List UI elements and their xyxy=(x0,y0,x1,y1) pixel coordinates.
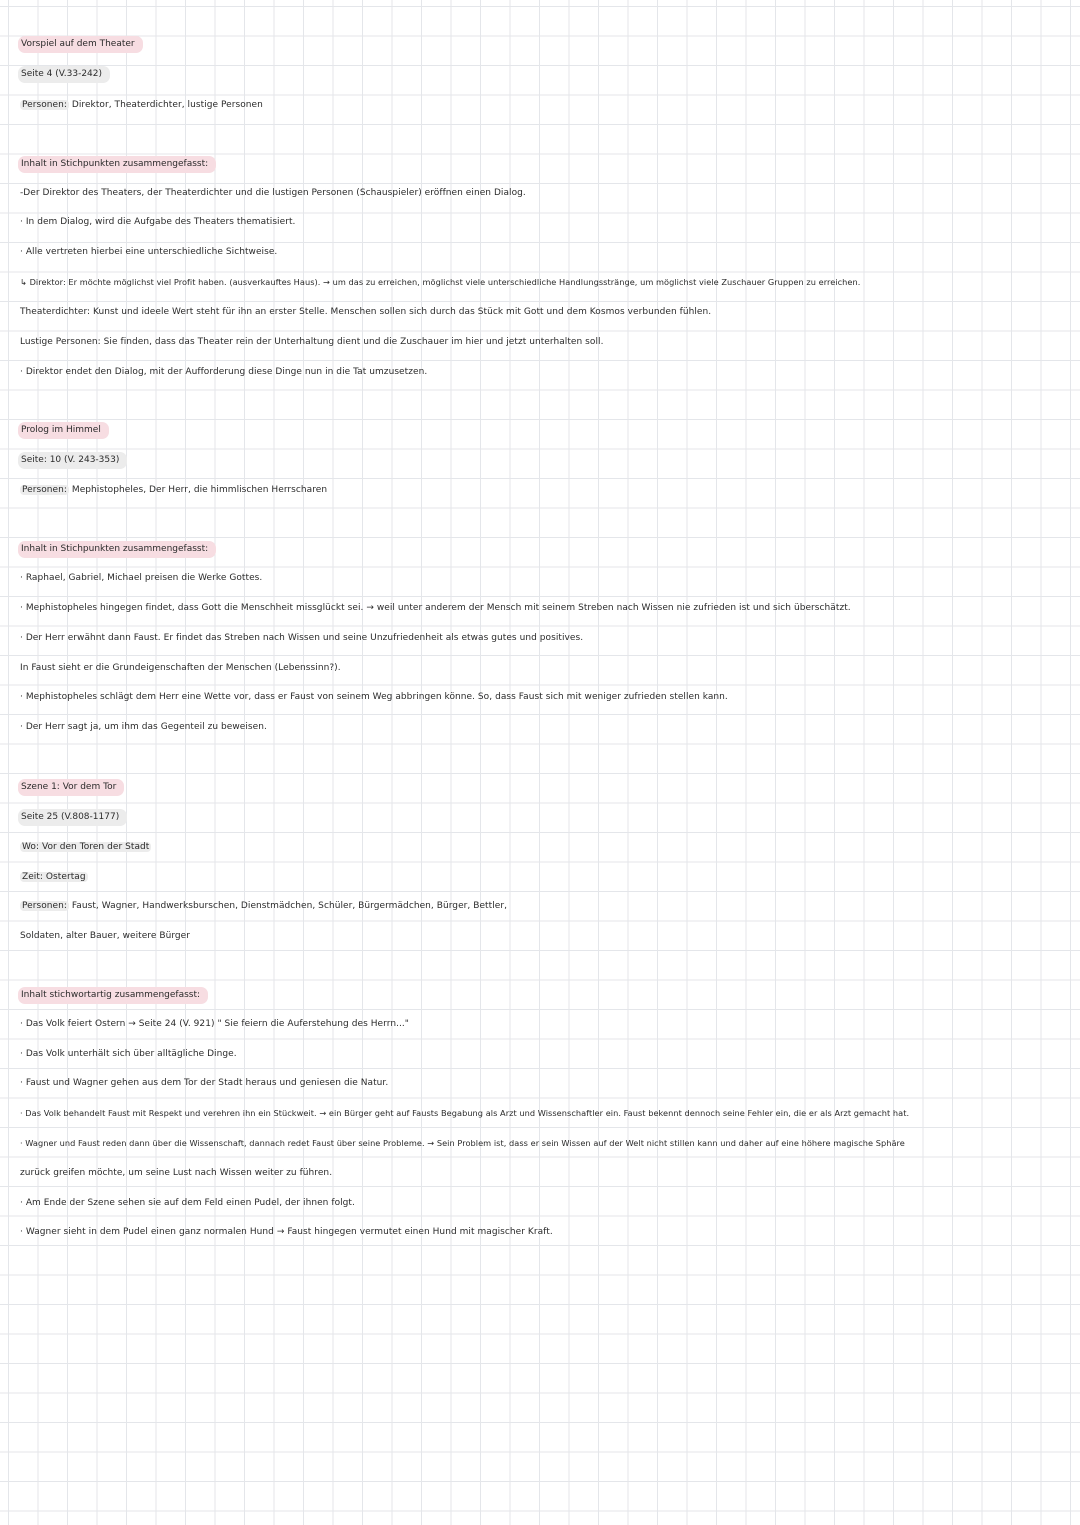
note-line: · Das Volk feiert Ostern → Seite 24 (V. 921) " Sie feiern die Auferstehung des Herrn..." xyxy=(20,1019,409,1029)
zeit-text: Zeit: Ostertag xyxy=(22,872,86,882)
section-personen xyxy=(20,483,327,497)
note-line: ↳ Direktor: Er möchte möglichst viel Profit haben. (ausverkauftes Haus). → um das zu erreichen, möglichst viele unterschiedliche Handlungsstränge, um möglichst viele Zuschauer Gruppen zu erreichen. xyxy=(20,277,861,287)
personen-label: Personen: xyxy=(22,901,67,911)
note-line: · Am Ende der Szene sehen sie auf dem Feld einen Pudel, der ihnen folgt. xyxy=(20,1198,355,1208)
personen-label: Personen: xyxy=(22,100,67,110)
section-title: Prolog im Himmel xyxy=(18,422,109,439)
section-seite: Seite 4 (V.33-242) xyxy=(18,66,110,83)
note-line: · Alle vertreten hierbei eine unterschiedliche Sichtweise. xyxy=(20,247,278,257)
personen-continued: Soldaten, alter Bauer, weitere Bürger xyxy=(20,931,191,941)
note-line: · Mephistopheles hingegen findet, dass Gott die Menschheit missglückt sei. → weil unter anderem der Mensch mit seinem Streben nach Wissen nie zufrieden ist und sich überschätzt. xyxy=(20,603,851,613)
personen-value: Faust, Wagner, Handwerksburschen, Dienstmädchen, Schüler, Bürgermädchen, Bürger, Bettler, xyxy=(71,901,507,911)
note-line: · In dem Dialog, wird die Aufgabe des Theaters thematisiert. xyxy=(20,217,296,227)
personen-value: Mephistopheles, Der Herr, die himmlischen Herrscharen xyxy=(71,485,328,495)
note-line: · Wagner sieht in dem Pudel einen ganz normalen Hund → Faust hingegen vermutet einen Hund mit magischer Kraft. xyxy=(20,1227,553,1237)
note-line: · Mephistopheles schlägt dem Herr eine Wette vor, dass er Faust von seinem Weg abbringen könne. So, dass Faust sich mit weniger zufrieden stellen kann. xyxy=(20,692,728,702)
section-title: Vorspiel auf dem Theater xyxy=(18,36,143,53)
personen-label: Personen: xyxy=(22,485,67,495)
note-line: · Raphael, Gabriel, Michael preisen die Werke Gottes. xyxy=(20,573,263,583)
note-line: · Wagner und Faust reden dann über die Wissenschaft, dannach redet Faust über seine Probleme. → Sein Problem ist, dass er sein Wissen auf der Welt nicht stillen kann und daher auf eine höhere magische Sphäre xyxy=(20,1138,905,1148)
section-personen xyxy=(20,899,507,913)
wo-text: Wo: Vor den Toren der Stadt xyxy=(22,842,150,852)
note-line: · Der Herr erwähnt dann Faust. Er findet das Streben nach Wissen und seine Unzufriedenheit als etwas gutes und positives. xyxy=(20,633,584,643)
inhalt-heading: Inhalt in Stichpunkten zusammengefasst: xyxy=(18,156,216,173)
section-zeit xyxy=(20,870,88,884)
note-line: · Direktor endet den Dialog, mit der Aufforderung diese Dinge nun in die Tat umzusetzen. xyxy=(20,367,428,377)
note-line: zurück greifen möchte, um seine Lust nach Wissen weiter zu führen. xyxy=(20,1168,333,1178)
section-title: Szene 1: Vor dem Tor xyxy=(18,779,124,796)
inhalt-heading: Inhalt in Stichpunkten zusammengefasst: xyxy=(18,541,216,558)
note-line: · Das Volk unterhält sich über alltägliche Dinge. xyxy=(20,1049,237,1059)
note-line: · Faust und Wagner gehen aus dem Tor der Stadt heraus und geniesen die Natur. xyxy=(20,1078,389,1088)
note-line: · Das Volk behandelt Faust mit Respekt und verehren ihn ein Stückweit. → ein Bürger geht auf Fausts Begabung als Arzt und Wissenschaftler ein. Faust bekennt dennoch seine Fehler ein, die er als Arzt gemacht hat. xyxy=(20,1108,910,1118)
personen-value: Direktor, Theaterdichter, lustige Personen xyxy=(71,100,263,110)
section-seite: Seite 25 (V.808-1177) xyxy=(18,809,127,826)
note-line: Theaterdichter: Kunst und ideele Wert steht für ihn an erster Stelle. Menschen sollen sich durch das Stück mit Gott und dem Kosmos verbunden fühlen. xyxy=(20,307,712,317)
section-wo xyxy=(20,840,151,854)
note-line: · Der Herr sagt ja, um ihm das Gegenteil zu beweisen. xyxy=(20,722,267,732)
section-seite: Seite: 10 (V. 243-353) xyxy=(18,452,127,469)
note-line: -Der Direktor des Theaters, der Theaterdichter und die lustigen Personen (Schauspieler) eröffnen einen Dialog. xyxy=(20,188,526,198)
note-line: Lustige Personen: Sie finden, dass das Theater rein der Unterhaltung dient und die Zuschauer im hier und jetzt unterhalten soll. xyxy=(20,337,604,347)
note-line: In Faust sieht er die Grundeigenschaften der Menschen (Lebenssinn?). xyxy=(20,663,341,673)
section-personen xyxy=(20,98,263,112)
inhalt-heading: Inhalt stichwortartig zusammengefasst: xyxy=(18,987,208,1004)
